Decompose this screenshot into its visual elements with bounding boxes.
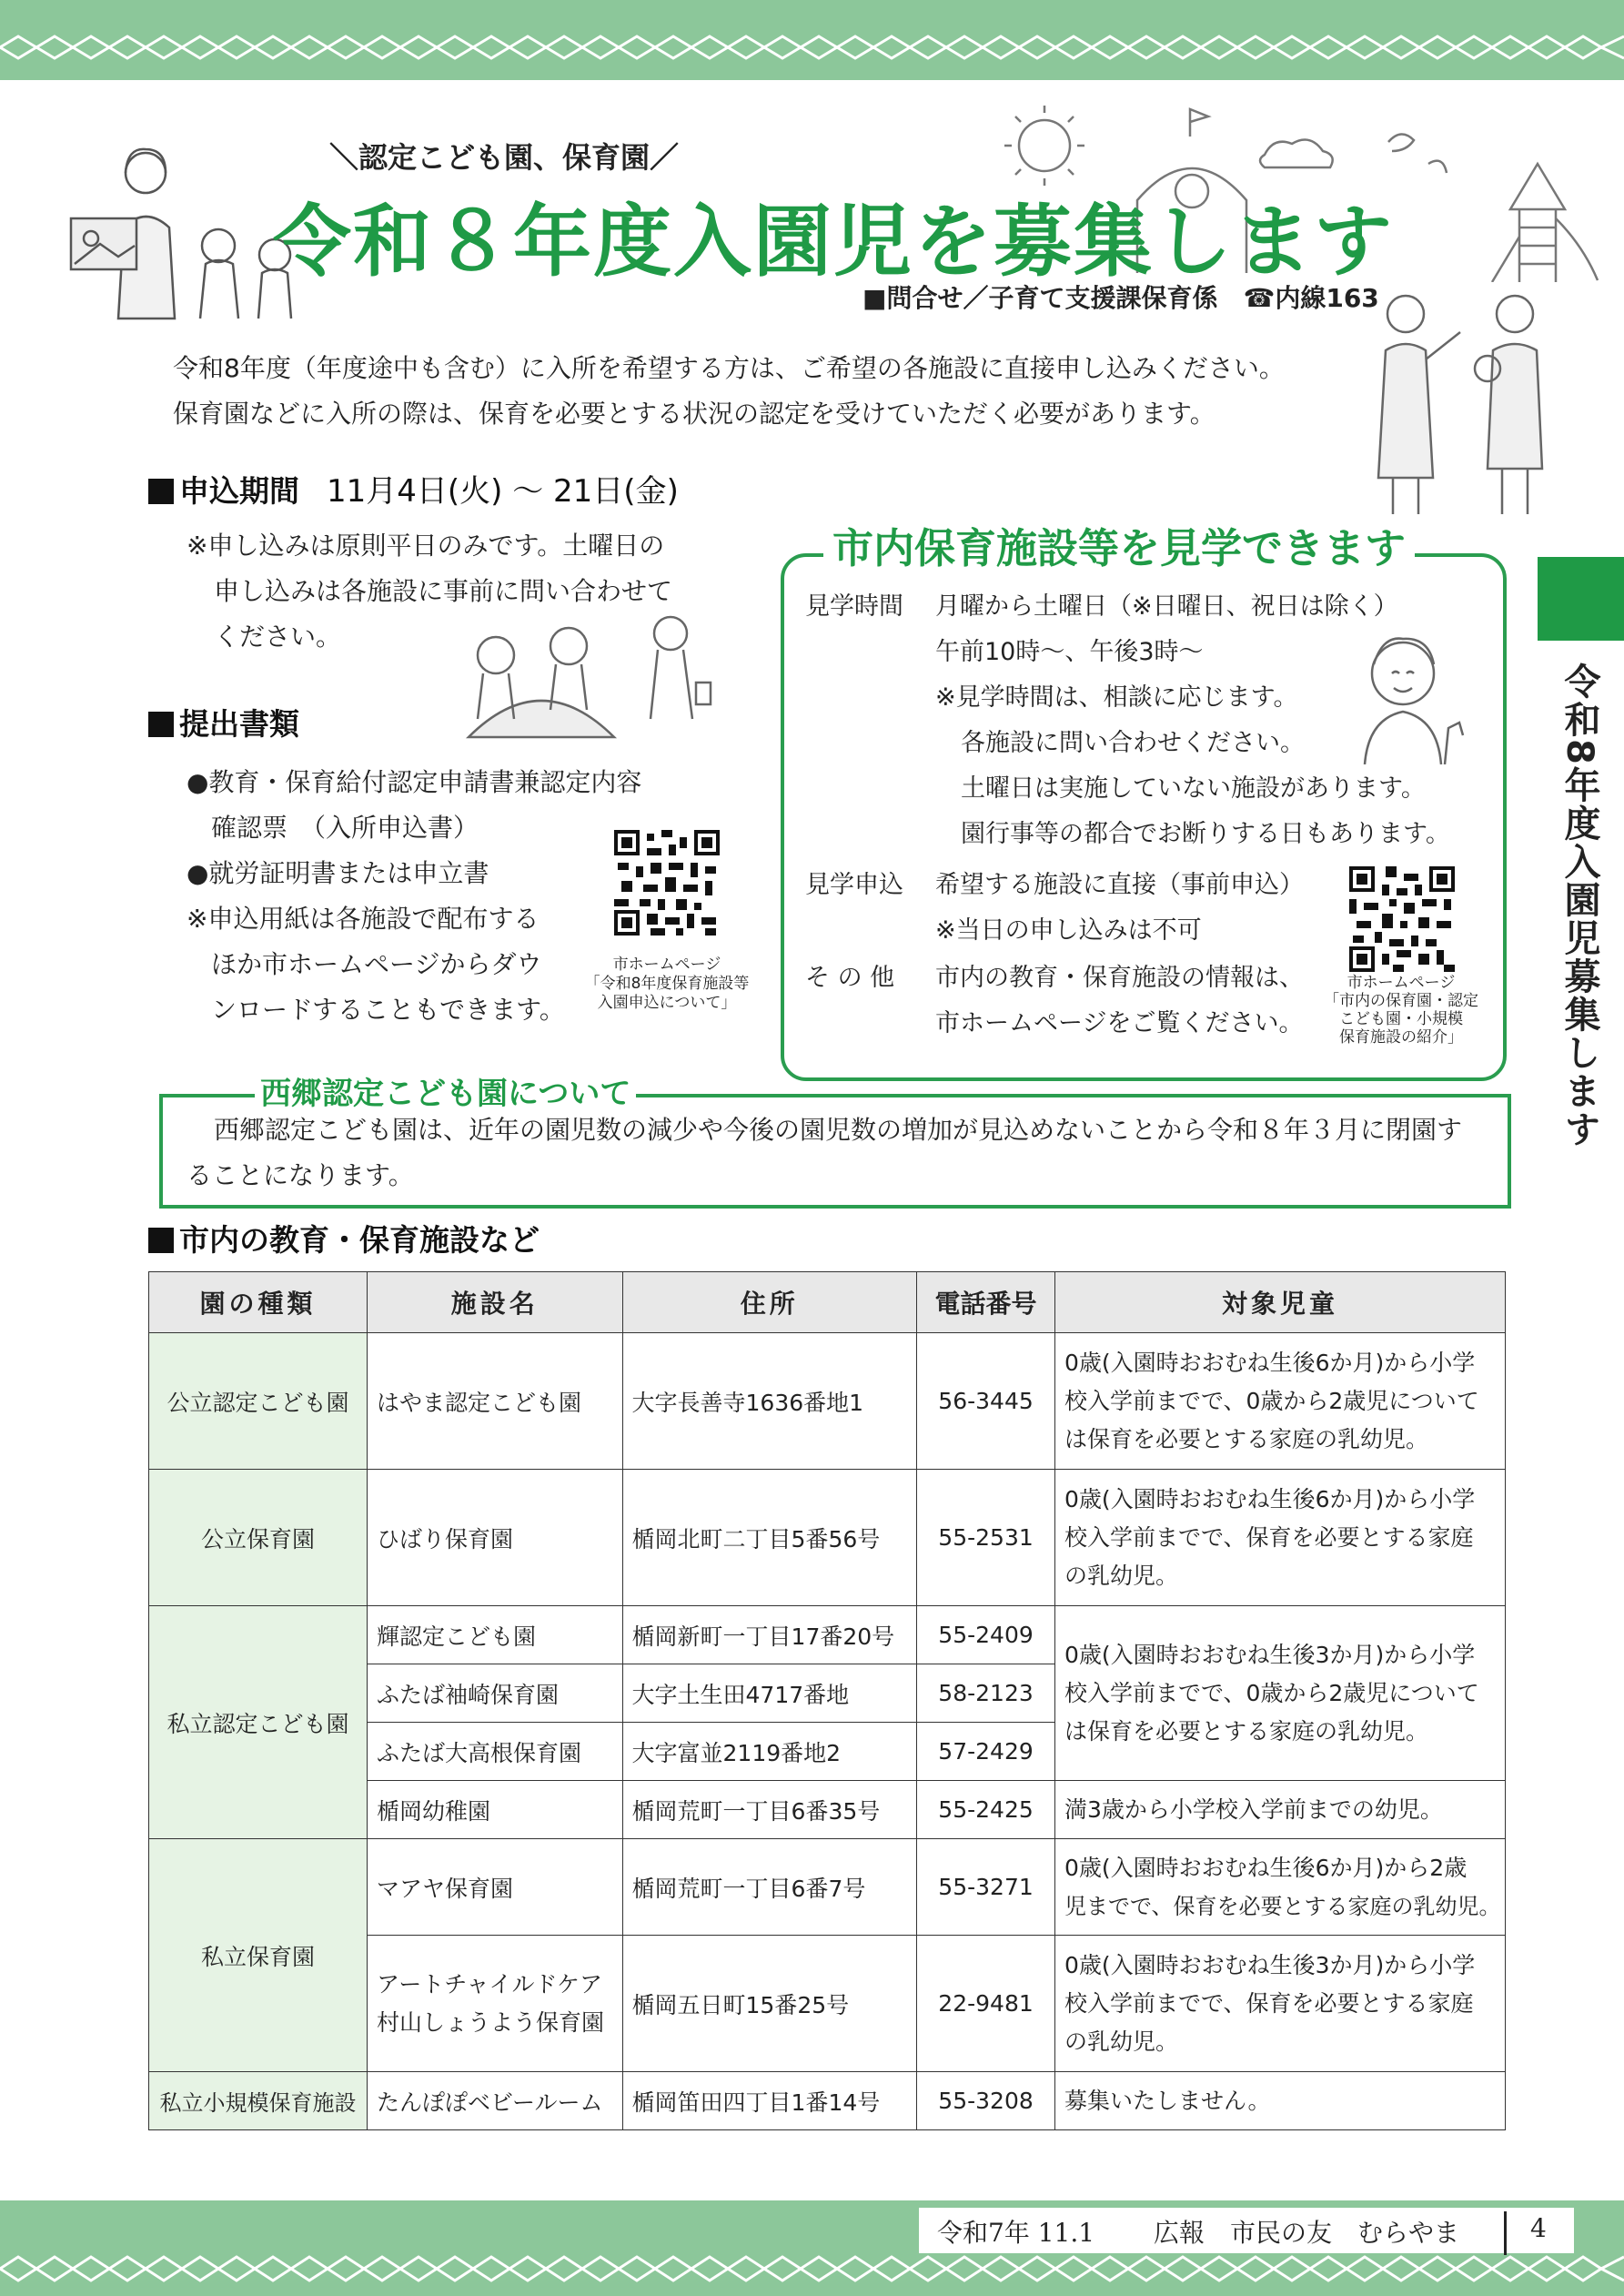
qr-caption-line: 市ホームページ	[1347, 974, 1456, 992]
footer-date: 令和7年 11.1	[937, 2218, 1095, 2248]
facility-target	[1054, 1470, 1505, 1606]
col-header-type: 園の種類	[149, 1272, 368, 1333]
target-line: 0歳(入園時おおむね生後6か月)から2歳	[1064, 1854, 1468, 1881]
closure-line-1: 西郷認定こども園は、近年の園児数の減少や今後の園児数の増加が見込めないことから令和８年３月に閉園す	[214, 1115, 1463, 1145]
tour-other-line-1: 市内の教育・保育施設の情報は、	[935, 964, 1304, 992]
facility-type: 私立保育園	[149, 1839, 368, 2072]
facility-name: ふたば袖崎保育園	[367, 1664, 622, 1723]
tour-time-line-6: 園行事等の都合でお断りする日もあります。	[961, 820, 1450, 848]
facility-name-line: アートチャイルドケア	[376, 1970, 602, 1998]
footer-publication: 広報 市民の友 むらやま	[1154, 2218, 1460, 2248]
facility-address: 楯岡荒町一丁目6番7号	[622, 1839, 917, 1936]
heading-square-icon	[148, 1228, 174, 1253]
facility-address: 楯岡笛田四丁目1番14号	[622, 2072, 917, 2130]
heading-square-icon	[148, 479, 174, 504]
table-header-row	[149, 1272, 1506, 1333]
application-qr-caption	[564, 956, 770, 1013]
qr-caption-line: 「市内の保育園・認定	[1324, 992, 1478, 1010]
tour-other-label: そ の 他	[805, 964, 895, 992]
caregivers-illustration	[1342, 287, 1569, 523]
facility-type: 私立小規模保育施設	[149, 2072, 368, 2130]
facility-tel: 56-3445	[917, 1333, 1055, 1470]
facility-tel: 55-2425	[917, 1781, 1055, 1839]
facility-address: 大字土生田4717番地	[622, 1664, 917, 1723]
facility-target	[1054, 1606, 1505, 1781]
tour-time-line-3: ※見学時間は、相談に応じます。	[935, 683, 1298, 712]
children-playing-illustration	[432, 610, 723, 755]
page-number: 4	[1530, 2213, 1547, 2243]
facility-name: ひばり保育園	[367, 1470, 622, 1606]
table-row	[149, 1470, 1506, 1606]
col-header-name: 施設名	[367, 1272, 622, 1333]
application-qr-code[interactable]	[614, 830, 720, 939]
target-line: 校入学前までで、保育を必要とする家庭	[1064, 1989, 1474, 2017]
facility-name: ふたば大高根保育園	[367, 1723, 622, 1781]
tour-time-line-4: 各施設に問い合わせください。	[961, 729, 1305, 757]
facility-tel: 57-2429	[917, 1723, 1055, 1781]
facilities-qr-code[interactable]	[1349, 866, 1455, 976]
closure-title: 西郷認定こども園について	[255, 1068, 636, 1113]
facility-name: はやま認定こども園	[367, 1333, 622, 1470]
header-subtitle: ＼認定こども園、保育園／	[329, 140, 680, 175]
facilities-heading-label: 市内の教育・保育施設など	[179, 1222, 540, 1258]
col-header-address: 住所	[622, 1272, 917, 1333]
target-line: 0歳(入園時おおむね生後6か月)から小学	[1064, 1349, 1476, 1376]
tour-apply-label: 見学申込	[805, 871, 903, 899]
documents-line-1: ●教育・保育給付認定申請書兼認定内容	[187, 767, 642, 797]
qr-caption-line: 「令和8年度保育施設等	[584, 975, 750, 993]
footer-divider	[1504, 2211, 1507, 2255]
slide-illustration	[1483, 155, 1601, 282]
facility-target: 募集いたしません。	[1054, 2072, 1505, 2130]
facility-target	[1054, 1936, 1505, 2072]
target-line: 校入学前までで、0歳から2歳児について	[1064, 1679, 1479, 1706]
facility-type: 公立保育園	[149, 1470, 368, 1606]
side-tab-marker	[1538, 557, 1624, 641]
target-line: 校入学前までで、保育を必要とする家庭	[1064, 1523, 1474, 1551]
facility-type: 公立認定こども園	[149, 1333, 368, 1470]
facility-type: 私立認定こども園	[149, 1606, 368, 1839]
application-note-2: 申し込みは各施設に事前に問い合わせて	[214, 576, 673, 606]
application-period: 11月4日(火) ～ 21日(金)	[327, 473, 679, 510]
intro-line-1: 令和8年度（年度途中も含む）に入所を希望する方は、ご希望の各施設に直接申し込みください。	[173, 353, 1285, 383]
target-line: 児までで、保育を必要とする家庭の乳幼児。	[1064, 1893, 1501, 1919]
closure-line-2: ることになります。	[187, 1160, 414, 1190]
documents-line-6: ンロードすることもできます。	[211, 995, 565, 1025]
qr-caption-line: 入園申込について」	[597, 994, 737, 1012]
facility-tel: 55-3271	[917, 1839, 1055, 1936]
tour-title: 市内保育施設等を見学できます	[823, 515, 1415, 574]
facility-tel: 58-2123	[917, 1664, 1055, 1723]
contact-info: ■問合せ／子育て支援課保育係 ☎内線163	[862, 283, 1379, 313]
target-line: は保育を必要とする家庭の乳幼児。	[1064, 1425, 1428, 1452]
documents-heading	[148, 701, 299, 743]
tour-apply-line-2: ※当日の申し込みは不可	[935, 916, 1202, 945]
facility-tel: 55-3208	[917, 2072, 1055, 2130]
qr-caption-line: こども園・小規模	[1339, 1010, 1463, 1028]
facility-name-line: 村山しょうよう保育園	[376, 2008, 604, 2036]
facility-tel: 22-9481	[917, 1936, 1055, 2072]
facility-target	[1054, 1333, 1505, 1470]
table-row	[149, 1606, 1506, 1664]
tour-other-line-2: 市ホームページをご覧ください。	[935, 1009, 1304, 1037]
facilities-qr-caption	[1310, 974, 1492, 1047]
tour-time-line-1: 月曜から土曜日（※日曜日、祝日は除く）	[935, 592, 1398, 621]
target-line: の乳幼児。	[1064, 2028, 1178, 2055]
table-row	[149, 1333, 1506, 1470]
facility-address: 楯岡荒町一丁目6番35号	[622, 1781, 917, 1839]
facility-address: 楯岡新町一丁目17番20号	[622, 1606, 917, 1664]
facility-name: たんぽぽベビールーム	[367, 2072, 622, 2130]
documents-line-5: ほか市ホームページからダウ	[211, 949, 542, 979]
facilities-table	[148, 1271, 1506, 2130]
target-line: の乳幼児。	[1064, 1562, 1178, 1589]
page-title: 令和８年度入園児を募集します	[273, 197, 1394, 288]
facilities-heading	[148, 1217, 540, 1259]
table-row	[149, 1839, 1506, 1936]
target-line: 校入学前までで、0歳から2歳児について	[1064, 1387, 1479, 1414]
intro-line-2: 保育園などに入所の際は、保育を必要とする状況の認定を受けていただく必要があります。	[173, 399, 1215, 429]
documents-line-3: ●就労証明書または申立書	[187, 858, 489, 888]
facility-name	[367, 1936, 622, 2072]
facility-name: 輝認定こども園	[367, 1606, 622, 1664]
facility-target	[1054, 1839, 1505, 1936]
top-decorative-band	[0, 0, 1624, 80]
target-line: 0歳(入園時おおむね生後3か月)から小学	[1064, 1641, 1476, 1668]
side-tab-label: 令和8年度入園児募集します	[1558, 663, 1600, 1148]
target-line: 0歳(入園時おおむね生後3か月)から小学	[1064, 1951, 1476, 1978]
qr-caption-line: 市ホームページ	[612, 956, 721, 974]
documents-heading-label: 提出書類	[179, 706, 299, 742]
application-note-1: ※申し込みは原則平日のみです。土曜日の	[187, 531, 665, 561]
tour-apply-line-1: 希望する施設に直接（事前申込）	[935, 871, 1304, 899]
col-header-target: 対象児童	[1054, 1272, 1505, 1333]
facility-address: 大字富並2119番地2	[622, 1723, 917, 1781]
documents-line-2: 確認票 （入所申込書）	[211, 813, 479, 843]
facility-tel: 55-2409	[917, 1606, 1055, 1664]
tour-time-line-5: 土曜日は実施していない施設があります。	[961, 774, 1426, 803]
target-line: 0歳(入園時おおむね生後6か月)から小学	[1064, 1485, 1476, 1512]
tour-time-line-2: 午前10時～、午後3時～	[935, 638, 1204, 666]
qr-caption-line: 保育施設の紹介」	[1339, 1028, 1463, 1047]
facility-tel: 55-2531	[917, 1470, 1055, 1606]
application-note-3: ください。	[214, 622, 342, 652]
facility-name: マアヤ保育園	[367, 1839, 622, 1936]
table-row	[149, 2072, 1506, 2130]
facility-name: 楯岡幼稚園	[367, 1781, 622, 1839]
facility-address: 大字長善寺1636番地1	[622, 1333, 917, 1470]
documents-line-4: ※申込用紙は各施設で配布する	[187, 904, 540, 934]
facility-target: 満3歳から小学校入学前までの幼児。	[1054, 1781, 1505, 1839]
target-line: は保育を必要とする家庭の乳幼児。	[1064, 1717, 1428, 1745]
col-header-tel: 電話番号	[917, 1272, 1055, 1333]
tour-time-label: 見学時間	[805, 592, 903, 621]
heading-square-icon	[148, 712, 174, 737]
facility-address: 楯岡北町二丁目5番56号	[622, 1470, 917, 1606]
woman-waving-illustration	[1347, 628, 1474, 764]
application-period-heading	[148, 466, 679, 511]
facility-address: 楯岡五日町15番25号	[622, 1936, 917, 2072]
application-heading-label: 申込期間	[179, 473, 299, 509]
